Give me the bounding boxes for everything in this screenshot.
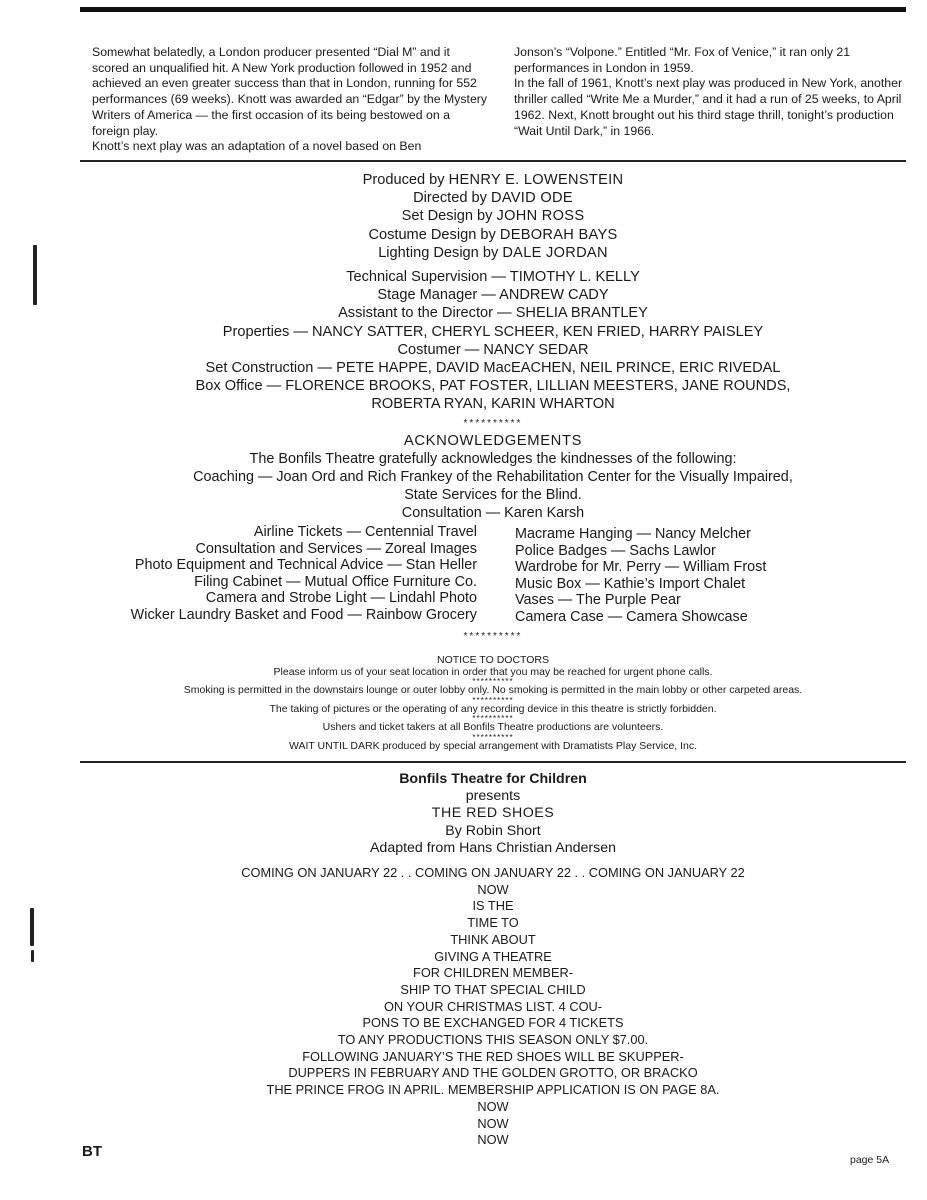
promo-line: FOR CHILDREN MEMBER- [413,965,573,981]
ack-item: Wicker Laundry Basket and Food — Rainbow Grocery [130,606,477,623]
promo-line: THE PRINCE FROG IN APRIL. MEMBERSHIP APPLICATION IS ON PAGE 8A. [266,1082,720,1098]
top-rule [80,7,906,12]
acknowledgements-heading: ACKNOWLEDGEMENTS [403,433,583,449]
credit-role: Costume Design by [368,226,496,243]
credit-line [80,207,906,225]
promo-line: IS THE [472,898,514,914]
section-divider [80,160,906,162]
childrens-theatre-announcement [80,771,906,857]
production-credits [80,171,906,414]
ack-item: Photo Equipment and Technical Advice — Stan Heller [134,557,477,574]
credit-name: HENRY E. LOWENSTEIN [448,172,624,188]
article-paragraph: Somewhat belatedly, a London producer presented “Dial M” and it scored an unqualified hit. A New York production followed in 1952 and achieved an even greater success than that in London, running for 552 performances (69 weeks). Knott was awarded an “Edgar” by the Mystery Writers of America — the first occasion of its being bestowed on a foreign play. [92,45,488,138]
show-title: THE RED SHOES [431,805,555,822]
credit-line [80,189,906,207]
article-column-left [92,45,490,155]
promo-line: NOW [477,881,509,897]
notice-line: Please inform us of your seat location in order that you may be reached for urgent phone calls. [273,665,713,678]
section-divider [80,761,906,763]
binding-mark [33,245,37,305]
credit-role: Directed by [413,190,487,207]
presents-text: presents [465,788,521,805]
promo-line: THINK ABOUT [450,931,536,947]
credit-line [80,244,906,262]
staff-line: Technical Supervision — TIMOTHY L. KELLY [346,269,640,286]
ack-item: Camera Case — Camera Showcase [515,608,748,625]
star-separator: ********** [472,732,514,742]
promo-line: COMING ON JANUARY 22 . . COMING ON JANUARY 22 . . COMING ON JANUARY 22 [241,865,745,880]
notice-line: WAIT UNTIL DARK produced by special arrangement with Dramatists Play Service, Inc. [288,739,698,752]
org-name: Bonfils Theatre for Children [399,771,587,787]
article-column-right [514,45,906,139]
staff-line: Assistant to the Director — SHELIA BRANTLEY [338,305,648,322]
star-separator: ********** [472,714,514,724]
ack-line: State Services for the Blind. [404,487,582,504]
staff-line: Costumer — NANCY SEDAR [397,341,589,358]
article-paragraph: Jonson’s “Volpone.” Entitled “Mr. Fox of Venice,” it ran only 21 performances in London in 1959. [514,45,851,75]
star-separator: ********** [472,695,514,705]
credit-role: Lighting Design by [378,244,499,261]
ack-item: Filing Cabinet — Mutual Office Furniture Co. [194,573,477,590]
ack-item: Consultation and Services — Zoreal Images [195,540,477,557]
article-paragraph: In the fall of 1961, Knott’s next play was produced in New York, another thriller called “Write Me a Murder,” and it had a run of 25 weeks, to April 1962. Next, Knott brought out his third stage thrill, tonight’s production “Wait Until Dark,” in 1966. [514,76,903,138]
acknowledgements-intro [80,432,906,522]
promo-line: DUPPERS IN FEBRUARY AND THE GOLDEN GROTTO, OR BRACKO [288,1065,698,1081]
promo-line: SHIP TO THAT SPECIAL CHILD [400,981,586,997]
staff-line: Stage Manager — ANDREW CADY [377,287,609,304]
ack-item: Police Badges — Sachs Lawlor [515,542,716,559]
promo-line: NOW [477,1115,509,1131]
star-separator: ********** [463,418,523,429]
binding-mark [30,908,34,946]
promo-line: GIVING A THEATRE [434,948,552,964]
ack-item: Airline Tickets — Centennial Travel [253,524,477,540]
credit-name: DALE JORDAN [502,244,608,261]
credit-role: Produced by [362,172,445,188]
staff-line: Set Construction — PETE HAPPE, DAVID MacEACHEN, NEIL PRINCE, ERIC RIVEDAL [205,360,781,377]
credit-role: Set Design by [401,208,493,225]
article-paragraph: Knott’s next play was an adaptation of a novel based on Ben [92,139,422,154]
page-number: page 5A [850,1154,890,1166]
credit-line [80,226,906,244]
binding-mark [31,950,34,962]
star-separator: ********** [463,631,523,642]
credit-line [80,171,906,189]
footer-initials: BT [82,1143,102,1160]
theatre-notices [80,655,906,753]
acknowledgements-left-list [80,524,477,624]
ack-item: Wardrobe for Mr. Perry — William Frost [515,559,767,576]
membership-promo [80,865,906,1149]
ack-line: Coaching — Joan Ord and Rich Frankey of the Rehabilitation Center for the Visually Impaired, [193,469,793,486]
staff-line: Box Office — FLORENCE BROOKS, PAT FOSTER, LILLIAN MEESTERS, JANE ROUNDS, [195,378,791,395]
ack-item: Vases — The Purple Pear [515,592,681,609]
ack-line: The Bonfils Theatre gratefully acknowledges the kindnesses of the following: [249,451,737,468]
promo-line: ON YOUR CHRISTMAS LIST. 4 COU- [383,998,603,1014]
ack-item: Macrame Hanging — Nancy Melcher [515,526,751,542]
notice-line: Smoking is permitted in the downstairs lounge or outer lobby only. No smoking is permitted in the main lobby or other carpeted areas. [183,684,803,697]
ack-item: Camera and Strobe Light — Lindahl Photo [205,590,477,607]
credit-name: JOHN ROSS [496,208,585,225]
promo-line: TIME TO [467,915,519,931]
promo-line: PONS TO BE EXCHANGED FOR 4 TICKETS [362,1015,624,1031]
credit-name: DAVID ODE [490,190,573,207]
acknowledgements-right-list [515,526,906,626]
promo-line: NOW [477,1098,509,1114]
star-separator: ********** [472,677,514,687]
notice-line: The taking of pictures or the operating of any recording device in this theatre is strictly forbidden. [269,702,717,715]
promo-line: NOW [477,1132,509,1148]
staff-line: Properties — NANCY SATTER, CHERYL SCHEER, KEN FRIED, HARRY PAISLEY [222,323,764,340]
ack-item: Music Box — Kathie’s Import Chalet [515,575,746,592]
show-adaptation: Adapted from Hans Christian Andersen [369,839,617,856]
show-author: By Robin Short [445,822,541,839]
ack-line: Consultation — Karen Karsh [401,505,585,522]
promo-line: FOLLOWING JANUARY’S THE RED SHOES WILL BE SKUPPER- [302,1048,684,1064]
staff-line: ROBERTA RYAN, KARIN WHARTON [371,396,615,413]
promo-line: TO ANY PRODUCTIONS THIS SEASON ONLY $7.00. [337,1032,649,1048]
notice-heading: NOTICE TO DOCTORS [436,654,549,666]
credit-name: DEBORAH BAYS [499,226,618,243]
notice-line: Ushers and ticket takers at all Bonfils Theatre productions are volunteers. [322,721,664,734]
